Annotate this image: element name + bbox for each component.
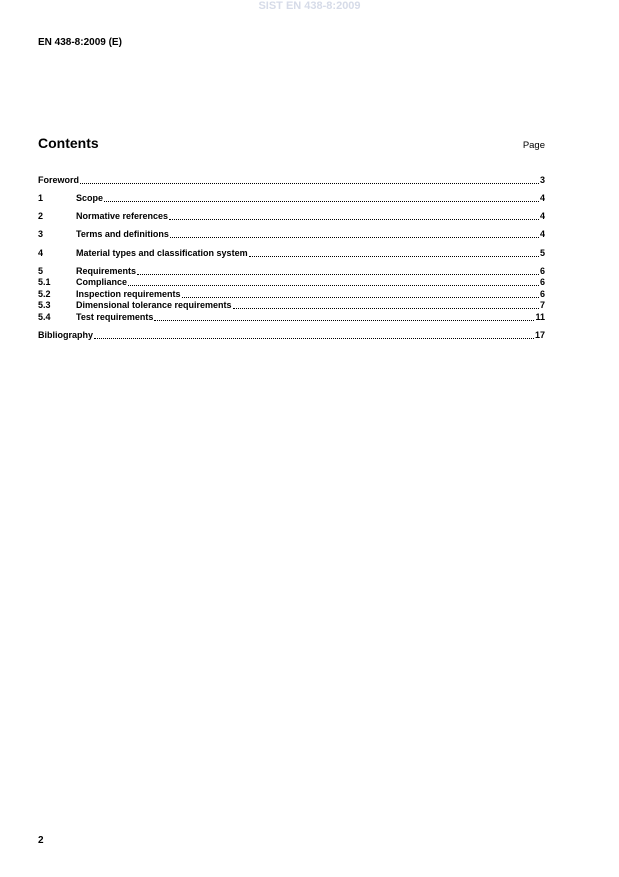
toc-entry-page: 5 <box>539 248 545 258</box>
toc-entry-bibliography[interactable] <box>38 330 545 341</box>
toc-entry-number: 4 <box>38 248 44 258</box>
toc-entry-title: Bibliography <box>38 330 94 340</box>
toc-entry-title: Normative references <box>76 211 169 221</box>
toc-entry-number: 5.1 <box>38 277 51 287</box>
toc-entry-page: 6 <box>539 266 545 276</box>
toc-entry-page: 6 <box>539 289 545 299</box>
toc-leader-dots <box>128 283 539 286</box>
toc-entry-page: 4 <box>539 193 545 203</box>
toc-entry-foreword[interactable] <box>38 175 545 186</box>
toc-entry-inspection-requirements[interactable] <box>38 289 545 300</box>
toc-entry-title: Dimensional tolerance requirements <box>76 300 232 310</box>
toc-entry-page: 4 <box>539 211 545 221</box>
toc-leader-dots <box>169 217 539 220</box>
toc-entry-number: 5 <box>38 266 44 276</box>
toc-leader-dots <box>104 199 539 202</box>
watermark-text: SIST EN 438-8:2009 <box>258 0 361 12</box>
toc-leader-dots <box>137 272 539 275</box>
page-number: 2 <box>38 835 44 846</box>
toc-entry-page: 3 <box>539 175 545 185</box>
toc-entry-title: Inspection requirements <box>76 289 181 299</box>
toc-entry-material-types[interactable] <box>38 248 545 259</box>
toc-entry-dimensional-tolerance[interactable] <box>38 300 545 311</box>
page-column-label: Page <box>522 140 545 151</box>
toc-leader-dots <box>154 318 534 321</box>
toc-entry-title: Test requirements <box>76 312 154 322</box>
document-id: EN 438-8:2009 (E) <box>38 37 122 48</box>
toc-leader-dots <box>249 254 539 257</box>
toc-entry-scope[interactable] <box>38 193 545 204</box>
toc-entry-number: 5.2 <box>38 289 51 299</box>
toc-entry-number: 2 <box>38 211 44 221</box>
contents-heading: Contents <box>38 135 99 151</box>
toc-entry-number: 1 <box>38 193 44 203</box>
toc-entry-title: Terms and definitions <box>76 229 169 239</box>
toc-leader-dots <box>233 306 539 309</box>
toc-entry-normative-references[interactable] <box>38 211 545 222</box>
toc-leader-dots <box>170 235 539 238</box>
toc-entry-number: 5.3 <box>38 300 51 310</box>
toc-entry-compliance[interactable] <box>38 277 545 288</box>
toc-entry-title: Material types and classification system <box>76 248 248 258</box>
toc-leader-dots <box>94 336 534 339</box>
toc-entry-requirements[interactable] <box>38 266 545 277</box>
toc-entry-terms-definitions[interactable] <box>38 229 545 240</box>
toc-entry-page: 11 <box>535 312 545 322</box>
toc-entry-page: 17 <box>534 330 545 340</box>
toc-entry-title: Foreword <box>38 175 80 185</box>
toc-entry-number: 5.4 <box>38 312 51 322</box>
toc-entry-number: 3 <box>38 229 44 239</box>
toc-entry-page: 6 <box>539 277 545 287</box>
toc-entry-test-requirements[interactable] <box>38 312 545 323</box>
toc-entry-page: 4 <box>539 229 545 239</box>
toc-leader-dots <box>80 181 539 184</box>
toc-entry-title: Requirements <box>76 266 137 276</box>
toc-leader-dots <box>182 295 539 298</box>
toc-entry-page: 7 <box>539 300 545 310</box>
toc-entry-title: Scope <box>76 193 104 203</box>
toc-entry-title: Compliance <box>76 277 128 287</box>
